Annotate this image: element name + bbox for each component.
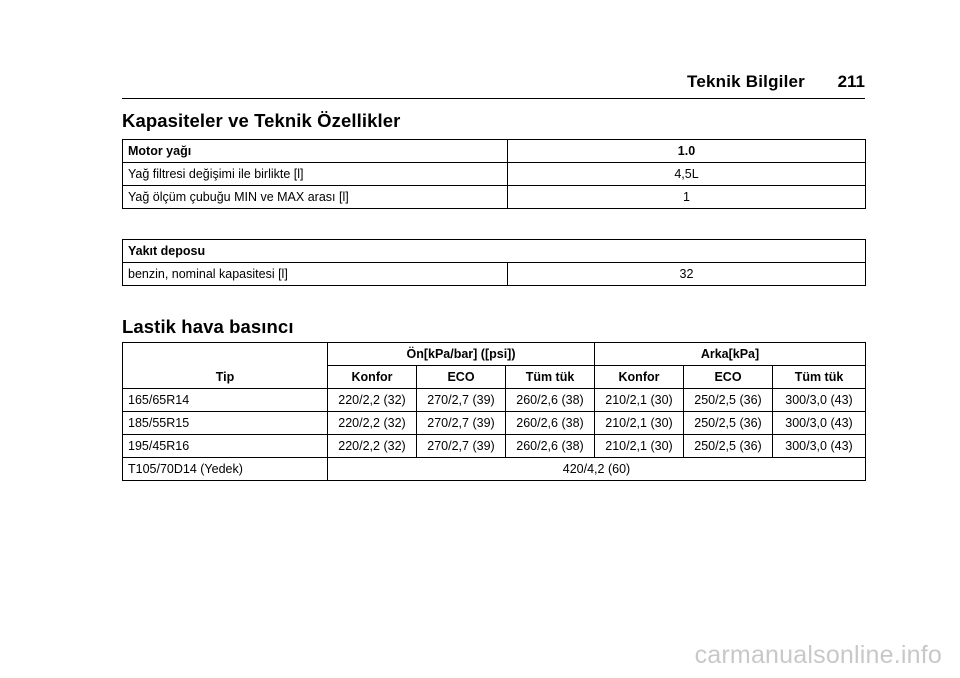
table-row [123, 186, 866, 209]
subheader-cell: ECO [417, 366, 506, 389]
table-cell: 195/45R16 [123, 435, 328, 458]
table-row [123, 263, 866, 286]
table-cell: 270/2,7 (39) [417, 412, 506, 435]
subheader-cell: Konfor [328, 366, 417, 389]
table-cell: 185/55R15 [123, 412, 328, 435]
table-cell: 260/2,6 (38) [506, 389, 595, 412]
table-cell: 210/2,1 (30) [595, 412, 684, 435]
watermark: carmanualsonline.info [694, 641, 942, 669]
table-cell: 250/2,5 (36) [684, 412, 773, 435]
section-title-capacities: Kapasiteler ve Teknik Özellikler [122, 110, 401, 131]
subheader-cell: Tüm tük [506, 366, 595, 389]
table-cell: 420/4,2 (60) [328, 458, 866, 481]
motor-oil-table [122, 139, 866, 209]
table-row [123, 389, 866, 412]
table-cell: 220/2,2 (32) [328, 412, 417, 435]
table-cell: 300/3,0 (43) [773, 412, 866, 435]
section-title-tire-pressure: Lastik hava basıncı [122, 316, 294, 337]
rear-header: Arka[kPa] [595, 343, 866, 366]
tire-pressure-table [122, 342, 866, 481]
table-cell: Yağ ölçüm çubuğu MIN ve MAX arası [l] [123, 186, 508, 209]
table-cell: 220/2,2 (32) [328, 435, 417, 458]
type-header: Tip [123, 343, 328, 389]
subheader-cell: Konfor [595, 366, 684, 389]
table-cell: 210/2,1 (30) [595, 435, 684, 458]
table-cell: 270/2,7 (39) [417, 435, 506, 458]
table-cell: 260/2,6 (38) [506, 412, 595, 435]
subheader-cell: ECO [684, 366, 773, 389]
front-header: Ön[kPa/bar] ([psi]) [328, 343, 595, 366]
table-row [123, 412, 866, 435]
table-cell: 260/2,6 (38) [506, 435, 595, 458]
table-cell: 165/65R14 [123, 389, 328, 412]
table-cell: 210/2,1 (30) [595, 389, 684, 412]
table-cell: 250/2,5 (36) [684, 435, 773, 458]
table-header-cell: 1.0 [508, 140, 866, 163]
table-cell: T105/70D14 (Yedek) [123, 458, 328, 481]
table-row [123, 435, 866, 458]
table-header-row [123, 140, 866, 163]
table-cell: Yağ filtresi değişimi ile birlikte [l] [123, 163, 508, 186]
table-cell: benzin, nominal kapasitesi [l] [123, 263, 508, 286]
table-cell: 32 [508, 263, 866, 286]
table-cell: 300/3,0 (43) [773, 435, 866, 458]
table-cell: 4,5L [508, 163, 866, 186]
table-cell: 250/2,5 (36) [684, 389, 773, 412]
fuel-tank-table [122, 239, 866, 286]
table-header-row [123, 240, 866, 263]
table-cell: 220/2,2 (32) [328, 389, 417, 412]
table-header-cell: Motor yağı [123, 140, 508, 163]
table-cell: 1 [508, 186, 866, 209]
table-header-cell: Yakıt deposu [123, 240, 866, 263]
table-header-row [123, 343, 866, 366]
table-row-spare [123, 458, 866, 481]
table-cell: 270/2,7 (39) [417, 389, 506, 412]
subheader-cell: Tüm tük [773, 366, 866, 389]
page-header [122, 70, 865, 99]
page-number: 211 [837, 72, 865, 91]
table-cell: 300/3,0 (43) [773, 389, 866, 412]
table-row [123, 163, 866, 186]
header-title: Teknik Bilgiler [687, 72, 805, 91]
